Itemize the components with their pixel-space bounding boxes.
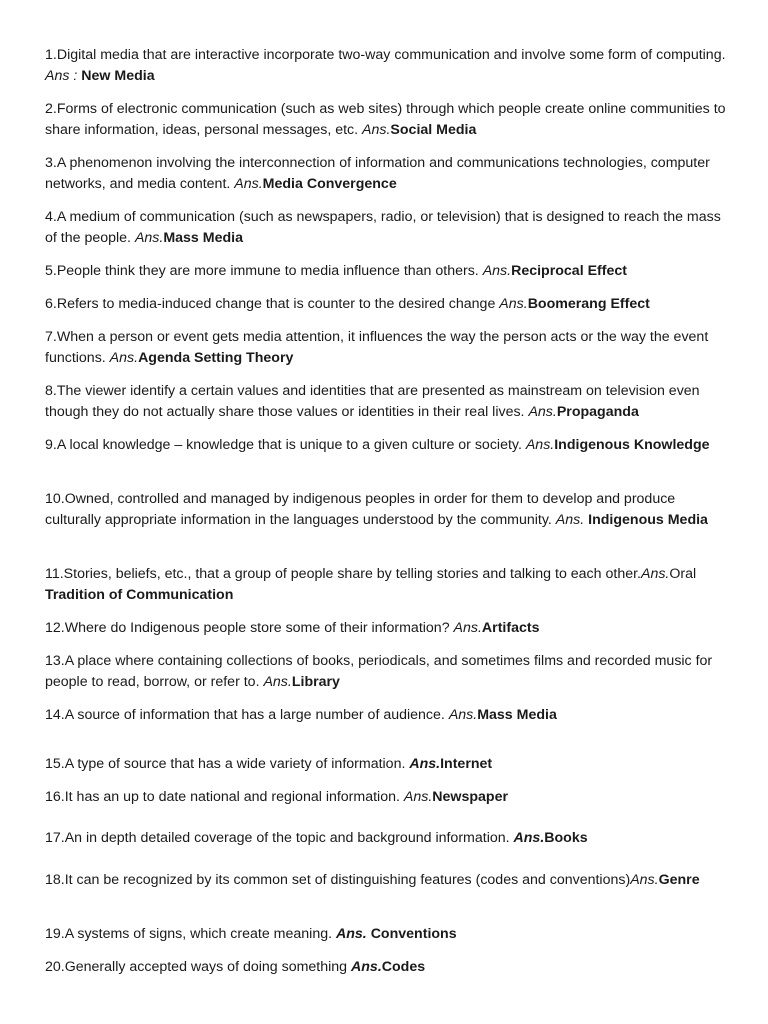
question-item bbox=[45, 489, 735, 531]
answer-label: Ans. bbox=[528, 404, 557, 420]
question-item bbox=[45, 618, 735, 639]
answer-label: Ans. bbox=[525, 437, 555, 453]
answer-text: Tradition of Communication bbox=[45, 587, 234, 603]
answer-label: Ans. bbox=[409, 756, 441, 772]
question-item bbox=[45, 651, 735, 693]
question-text: 11.Stories, beliefs, etc., that a group of people share by telling stories and talking to each other. bbox=[45, 566, 641, 582]
answer-label: Ans. bbox=[234, 176, 263, 192]
question-item bbox=[45, 381, 735, 423]
question-text: 2.Forms of electronic communication (such as web sites) through which people create online communities to share information, ideas, personal messages, etc. bbox=[45, 101, 726, 138]
answer-label: Ans. bbox=[335, 926, 367, 942]
question-text: 17.An in depth detailed coverage of the topic and background information. bbox=[45, 830, 514, 846]
question-text: 9.A local knowledge – knowledge that is unique to a given culture or society. bbox=[45, 437, 526, 453]
answer-label: Ans. bbox=[630, 872, 659, 888]
question-text: 6.Refers to media-induced change that is counter to the desired change bbox=[45, 296, 500, 312]
answer-label: Ans. bbox=[513, 830, 545, 846]
question-item bbox=[45, 261, 735, 282]
question-item bbox=[45, 957, 735, 978]
question-item bbox=[45, 754, 735, 775]
question-text: 19.A systems of signs, which create meaning. bbox=[45, 926, 336, 942]
question-item bbox=[45, 870, 735, 891]
answer-label: Ans. bbox=[482, 263, 512, 279]
question-item bbox=[45, 787, 735, 808]
answer-label: Ans. bbox=[134, 230, 164, 246]
answer-label: Ans. bbox=[109, 350, 139, 366]
question-item bbox=[45, 924, 735, 945]
question-text: 15.A type of source that has a wide variety of information. bbox=[45, 756, 410, 772]
answer-label: Ans. bbox=[403, 789, 433, 805]
question-text: 12.Where do Indigenous people store some of their information? bbox=[45, 620, 454, 636]
question-text: 18.It can be recognized by its common set of distinguishing features (codes and conventions) bbox=[45, 872, 631, 888]
answer-text: Indigenous Media bbox=[588, 512, 708, 528]
answer-label: Ans : bbox=[45, 68, 78, 84]
question-item bbox=[45, 828, 735, 849]
question-item bbox=[45, 327, 735, 369]
question-text: 3.A phenomenon involving the interconnection of information and communications technologies, computer networks, and media content. bbox=[45, 155, 710, 192]
question-item bbox=[45, 294, 735, 315]
answer-text: Boomerang Effect bbox=[527, 296, 650, 312]
answer-text: Codes bbox=[381, 959, 426, 975]
answer-text: Artifacts bbox=[481, 620, 540, 636]
question-item bbox=[45, 153, 735, 195]
question-item bbox=[45, 705, 735, 726]
answer-label: Ans. bbox=[453, 620, 482, 636]
question-item bbox=[45, 207, 735, 249]
answer-text: New Media bbox=[81, 68, 155, 84]
answer-label: Ans. bbox=[448, 707, 478, 723]
answer-label: Ans. bbox=[555, 512, 585, 528]
question-text: 8.The viewer identify a certain values and identities that are presented as mainstream on television even though they do not actually share those values or identities in their real lives. bbox=[45, 383, 700, 420]
answer-text: Books bbox=[544, 830, 588, 846]
answer-label: Ans. bbox=[351, 959, 382, 975]
question-text: 10.Owned, controlled and managed by indigenous peoples in order for them to develop and produce culturally appropriate information in the languages understood by the community. bbox=[45, 491, 676, 528]
answer-text: Internet bbox=[440, 756, 493, 772]
answer-prefix: Oral bbox=[669, 566, 697, 582]
answer-text: Agenda Setting Theory bbox=[138, 350, 294, 366]
answer-label: Ans. bbox=[499, 296, 528, 312]
answer-text: Genre bbox=[658, 872, 700, 888]
question-item bbox=[45, 435, 735, 456]
answer-text: Reciprocal Effect bbox=[511, 263, 627, 279]
question-text: 5.People think they are more immune to media influence than others. bbox=[45, 263, 483, 279]
question-item bbox=[45, 564, 735, 606]
question-item bbox=[45, 99, 735, 141]
answer-text: Media Convergence bbox=[262, 176, 397, 192]
answer-label: Ans. bbox=[263, 674, 292, 690]
answer-text: Mass Media bbox=[163, 230, 243, 246]
question-text: 7.When a person or event gets media attention, it influences the way the person acts or the way the event functions. bbox=[45, 329, 709, 366]
answer-text: Newspaper bbox=[432, 789, 508, 805]
answer-text: Indigenous Knowledge bbox=[554, 437, 710, 453]
answer-label: Ans. bbox=[640, 566, 670, 582]
answer-text: Library bbox=[291, 674, 340, 690]
question-text: 13.A place where containing collections of books, periodicals, and sometimes films and recorded music for people to read, borrow, or refer to. bbox=[45, 653, 713, 690]
question-text: 14.A source of information that has a large number of audience. bbox=[45, 707, 449, 723]
answer-label: Ans. bbox=[362, 122, 391, 138]
question-text: 4.A medium of communication (such as newspapers, radio, or television) that is designed to reach the mass of the people. bbox=[45, 209, 721, 246]
question-item bbox=[45, 45, 735, 87]
answer-text: Conventions bbox=[370, 926, 457, 942]
question-text: 1.Digital media that are interactive incorporate two-way communication and involve some form of computing. bbox=[45, 47, 726, 63]
question-text: 20.Generally accepted ways of doing something bbox=[45, 959, 352, 975]
question-text: 16.It has an up to date national and regional information. bbox=[45, 789, 404, 805]
answer-text: Propaganda bbox=[556, 404, 639, 420]
answer-text: Mass Media bbox=[477, 707, 557, 723]
answer-text: Social Media bbox=[390, 122, 477, 138]
